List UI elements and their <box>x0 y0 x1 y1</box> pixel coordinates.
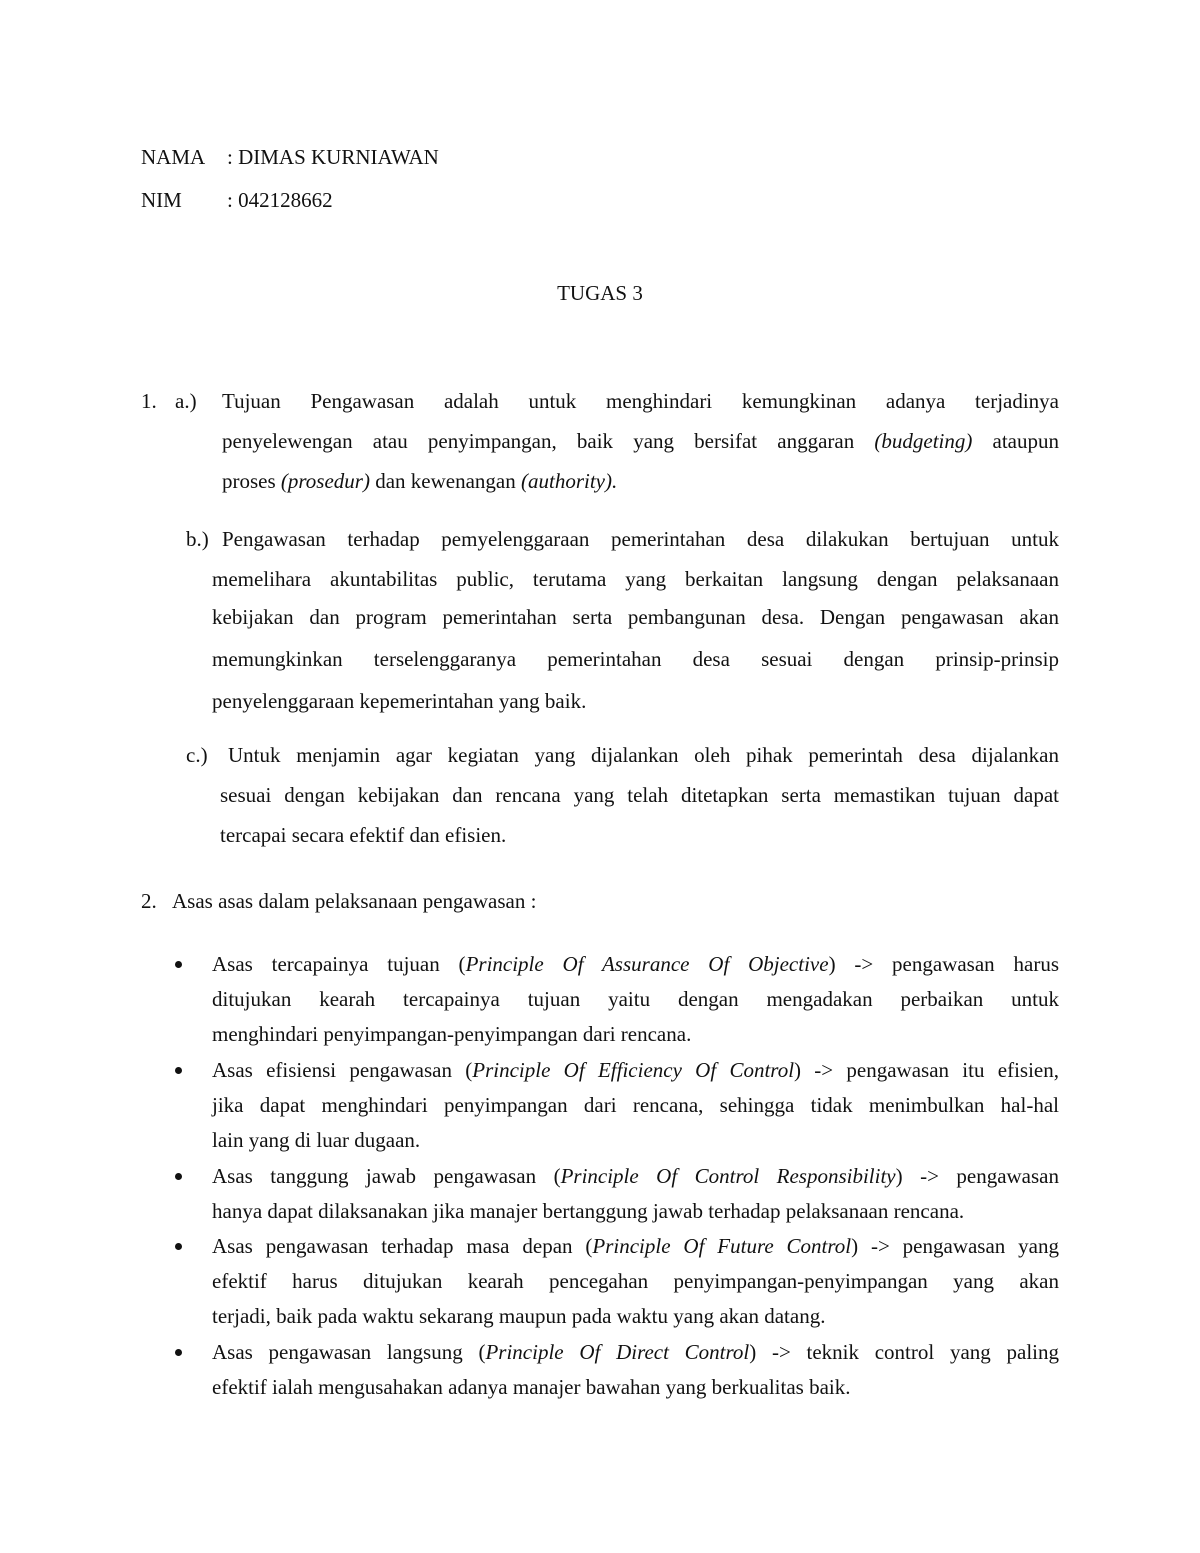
q1b-line-1: Pengawasan terhadap pemyelenggaraan pemerintahan desa dilakukan bertujuan untuk <box>222 527 1059 551</box>
q1c-line-3: tercapai secara efektif dan efisien. <box>220 823 507 847</box>
bullet-icon <box>175 1349 182 1356</box>
asas-1-line-1: Asas tercapainya tujuan (Principle Of Assurance Of Objective) -> pengawasan harus <box>212 952 1059 976</box>
q1b-line-4: memungkinkan terselenggaranya pemerintahan desa sesuai dengan prinsip-prinsip <box>212 647 1059 671</box>
asas-1-line-3: menghindari penyimpangan-penyimpangan dari rencana. <box>212 1022 692 1046</box>
asas-2-line-2: jika dapat menghindari penyimpangan dari rencana, sehingga tidak menimbulkan hal-hal <box>212 1093 1059 1117</box>
q1b-line-3: kebijakan dan program pemerintahan serta pembangunan desa. Dengan pengawasan akan <box>212 605 1059 629</box>
bullet-icon <box>175 1067 182 1074</box>
asas-4-line-1: Asas pengawasan terhadap masa depan (Principle Of Future Control) -> pengawasan yang <box>212 1234 1059 1258</box>
q1a-line-3: proses (prosedur) dan kewenangan (authority). <box>222 469 618 493</box>
nim-label: NIM <box>141 188 182 212</box>
asas-2-line-3: lain yang di luar dugaan. <box>212 1128 421 1152</box>
bullet-icon <box>175 1173 182 1180</box>
q1b-label: b.) <box>186 527 209 551</box>
asas-1-line-2: ditujukan kearah tercapainya tujuan yaitu dengan mengadakan perbaikan untuk <box>212 987 1059 1011</box>
asas-4-line-3: terjadi, baik pada waktu sekarang maupun pada waktu yang akan datang. <box>212 1304 826 1328</box>
asas-5-line-1: Asas pengawasan langsung (Principle Of Direct Control) -> teknik control yang paling <box>212 1340 1059 1364</box>
nama-value: : DIMAS KURNIAWAN <box>227 145 439 169</box>
q2-intro: Asas asas dalam pelaksanaan pengawasan : <box>172 889 537 913</box>
asas-3-line-2: hanya dapat dilaksanakan jika manajer bertanggung jawab terhadap pelaksanaan rencana. <box>212 1199 965 1223</box>
q2-number: 2. <box>141 889 157 913</box>
q1c-line-2: sesuai dengan kebijakan dan rencana yang telah ditetapkan serta memastikan tujuan dapat <box>220 783 1059 807</box>
bullet-icon <box>175 1243 182 1250</box>
asas-2-line-1: Asas efisiensi pengawasan (Principle Of Efficiency Of Control) -> pengawasan itu efisien, <box>212 1058 1059 1082</box>
bullet-icon <box>175 961 182 968</box>
asas-4-line-2: efektif harus ditujukan kearah pencegahan penyimpangan-penyimpangan yang akan <box>212 1269 1059 1293</box>
q1a-label: a.) <box>175 389 197 413</box>
q1a-line-2: penyelewengan atau penyimpangan, baik yang bersifat anggaran (budgeting) ataupun <box>222 429 1060 453</box>
q1-number: 1. <box>141 389 157 413</box>
nama-label: NAMA <box>141 145 206 169</box>
q1b-line-5: penyelenggaraan kepemerintahan yang baik. <box>212 689 587 713</box>
q1c-line-1: Untuk menjamin agar kegiatan yang dijalankan oleh pihak pemerintah desa dijalankan <box>228 743 1059 767</box>
q1c-label: c.) <box>186 743 208 767</box>
q1a-line-1: Tujuan Pengawasan adalah untuk menghindari kemungkinan adanya terjadinya <box>222 389 1059 413</box>
document-title: TUGAS 3 <box>557 281 643 305</box>
asas-5-line-2: efektif ialah mengusahakan adanya manajer bawahan yang berkualitas baik. <box>212 1375 851 1399</box>
nim-value: : 042128662 <box>227 188 333 212</box>
q1b-line-2: memelihara akuntabilitas public, terutama yang berkaitan langsung dengan pelaksanaan <box>212 567 1059 591</box>
asas-3-line-1: Asas tanggung jawab pengawasan (Principle Of Control Responsibility) -> pengawasan <box>212 1164 1060 1188</box>
